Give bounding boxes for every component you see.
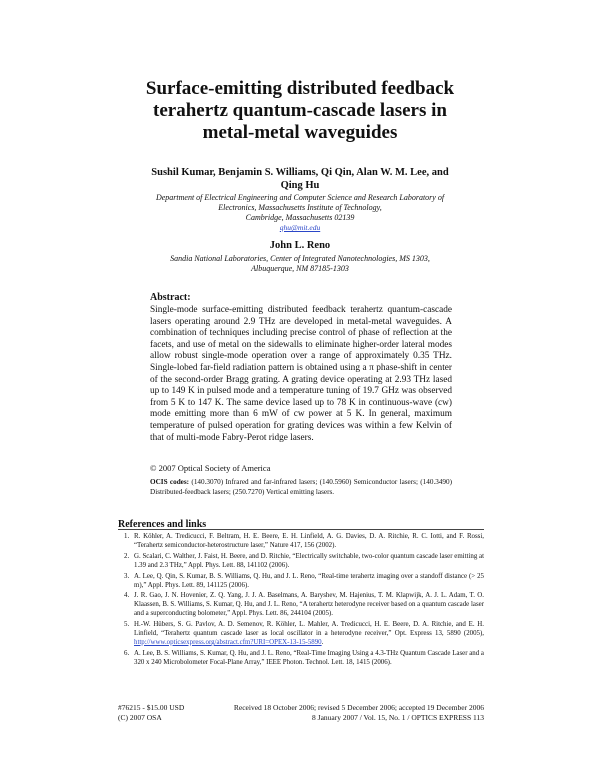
- authors: [150, 166, 450, 192]
- reference-text: A. Lee, Q. Qin, S. Kumar, B. S. Williams, Q. Hu, and J. L. Reno, “Real-time terahertz imaging over a standoff distance (> 25 m),” Appl. Phys. Lett. 89, 141125 (2006).: [134, 572, 484, 589]
- reference-item: [118, 573, 484, 591]
- title-line: metal-metal waveguides: [202, 122, 398, 143]
- copyright: © 2007 Optical Society of America: [150, 463, 271, 473]
- title-line: Surface-emitting distributed feedback: [145, 78, 455, 99]
- reference-number: 2.: [124, 552, 130, 560]
- second-affiliation: [150, 254, 450, 274]
- ocis-text: (140.3070) Infrared and far-infrared lasers; (140.5960) Semiconductor lasers; (140.3490) Distributed-feedback lasers; (250.7270) Vertical emitting lasers.: [150, 478, 453, 496]
- reference-number: 5.: [124, 621, 130, 629]
- authors-line: Sushil Kumar, Benjamin S. Williams, Qi Qin, Alan W. M. Lee, and: [151, 167, 449, 178]
- affiliation: [150, 193, 450, 223]
- affiliation2-line: Albuquerque, NM 87185-1303: [251, 264, 349, 273]
- affiliation-line: Electronics, Massachusetts Institute of Technology,: [218, 203, 382, 212]
- affiliation-line: Cambridge, Massachusetts 02139: [245, 213, 355, 222]
- abstract-heading: Abstract:: [150, 292, 191, 303]
- title-line: terahertz quantum-cascade lasers in: [153, 100, 447, 121]
- reference-number: 6.: [124, 649, 130, 657]
- reference-text: J. R. Gao, J. N. Hovenier, Z. Q. Yang, J. J. A. Baselmans, A. Baryshev, M. Hajenius, T. M. Klapwijk, A. J. L. Adam, T. O. Klaassen, B. S. Williams, S. Kumar, Q. Hu, and J. L. Reno, “A terahertz heterodyne receiver based on a quantum cascade laser and a superconducting bolometer,” Appl. Phys. Lett. 86, 244104 (2005).: [134, 592, 484, 618]
- footer-price: #76215 - $15.00 USD: [118, 703, 185, 712]
- affiliation-line: Department of Electrical Engineering and Computer Science and Research Laboratory of: [155, 193, 445, 202]
- reference-item: [118, 533, 484, 551]
- reference-item: [118, 553, 484, 571]
- reference-item: 5. H.-W. Hübers, S. G. Pavlov, A. D. Semenov, R. Köhler, L. Mahler, A. Tredicucci, H. E. Beere, D. A. Ritchie, and E. H. Linfield, “Terahertz quantum cascade laser as local oscillator in a heterodyne receiver,” Opt. Express 13, 5890 (2005), http://www.opticsexpress.org/abstract.cfm?URI=OPEX-13-15-5890.: [124, 621, 484, 646]
- reference-text: G. Scalari, C. Walther, J. Faist, H. Beere, and D. Ritchie, “Electrically switchable, two-color quantum cascade laser emitting at 1.39 and 2.3 THz,” Appl. Phys. Lett. 88, 141102 (2006).: [134, 552, 484, 569]
- reference-item: [118, 592, 484, 619]
- references-divider: [118, 529, 484, 530]
- email-link[interactable]: qhu@mit.edu: [279, 223, 321, 232]
- footer-dates: Received 18 October 2006; revised 5 December 2006; accepted 19 December 2006: [233, 703, 484, 712]
- reference-number: 1.: [124, 533, 130, 540]
- ocis-label: OCIS codes:: [150, 478, 190, 486]
- paper-title: [130, 78, 470, 144]
- references-list: [118, 533, 484, 670]
- ocis-codes: [150, 478, 452, 497]
- affiliation2-line: Sandia National Laboratories, Center of Integrated Nanotechnologies, MS 1303,: [170, 254, 430, 263]
- page-footer: [118, 703, 484, 723]
- abstract-text: Single-mode surface-emitting distributed feedback terahertz quantum-cascade lasers operating around 2.9 THz are developed in metal-metal waveguides. A combination of techniques including precise control of phase of reflection at the facets, and use of metal on the sidewalls to eliminate higher-order lateral modes allow robust single-mode operation over a range of approximately 0.35 THz. Single-lobed far-field radiation pattern is obtained using a π phase-shift in center of the second-order Bragg grating. A grating device operating at 2.93 THz lased up to 149 K in pulsed mode and a temperature tuning of 19.7 GHz was observed from 5 K to 147 K. The same device lased up to 78 K in continuous-wave (cw) mode emitting more than 6 mW of cw power at 5 K. In general, maximum temperature of pulsed operation for grating devices was within a few Kelvin of that of multi-mode Fabry-Perot ridge lasers.: [150, 305, 452, 443]
- reference-item: [118, 650, 484, 668]
- reference-text: R. Köhler, A. Tredicucci, F. Beltram, H. E. Beere, E. H. Linfield, A. G. Davies, D. A. Ritchie, R. C. Iotti, and F. Rossi, “Terahertz semiconductor-heterostructure laser,” Nature 417, 156 (2002).: [134, 533, 484, 549]
- references-heading: References and links: [118, 519, 207, 530]
- reference-link[interactable]: http://www.opticsexpress.org/abstract.cfm?URI=OPEX-13-15-5890: [134, 638, 322, 646]
- reference-number: 4.: [124, 592, 130, 600]
- authors-line: Qing Hu: [280, 180, 320, 191]
- footer-copyright: (C) 2007 OSA: [118, 713, 162, 722]
- footer-citation: 8 January 2007 / Vol. 15, No. 1 / OPTICS EXPRESS 113: [312, 713, 484, 722]
- second-author: John L. Reno: [269, 240, 331, 251]
- reference-text: H.-W. Hübers, S. G. Pavlov, A. D. Semenov, R. Köhler, L. Mahler, A. Tredicucci, H. E. Beere, D. A. Ritchie, and E. H. Linfield, “Terahertz quantum cascade laser as local oscillator in a heterodyne receiver,” Opt. Express 13, 5890 (2005),: [134, 621, 484, 638]
- reference-text: A. Lee, B. S. Williams, S. Kumar, Q. Hu, and J. L. Reno, “Real-Time Imaging Using a 4.3-THz Quantum Cascade Laser and a 320 x 240 Microbolometer Focal-Plane Array,” IEEE Photon. Technol. Lett. 18, 1415 (2006).: [134, 649, 484, 666]
- reference-number: 3.: [124, 572, 130, 580]
